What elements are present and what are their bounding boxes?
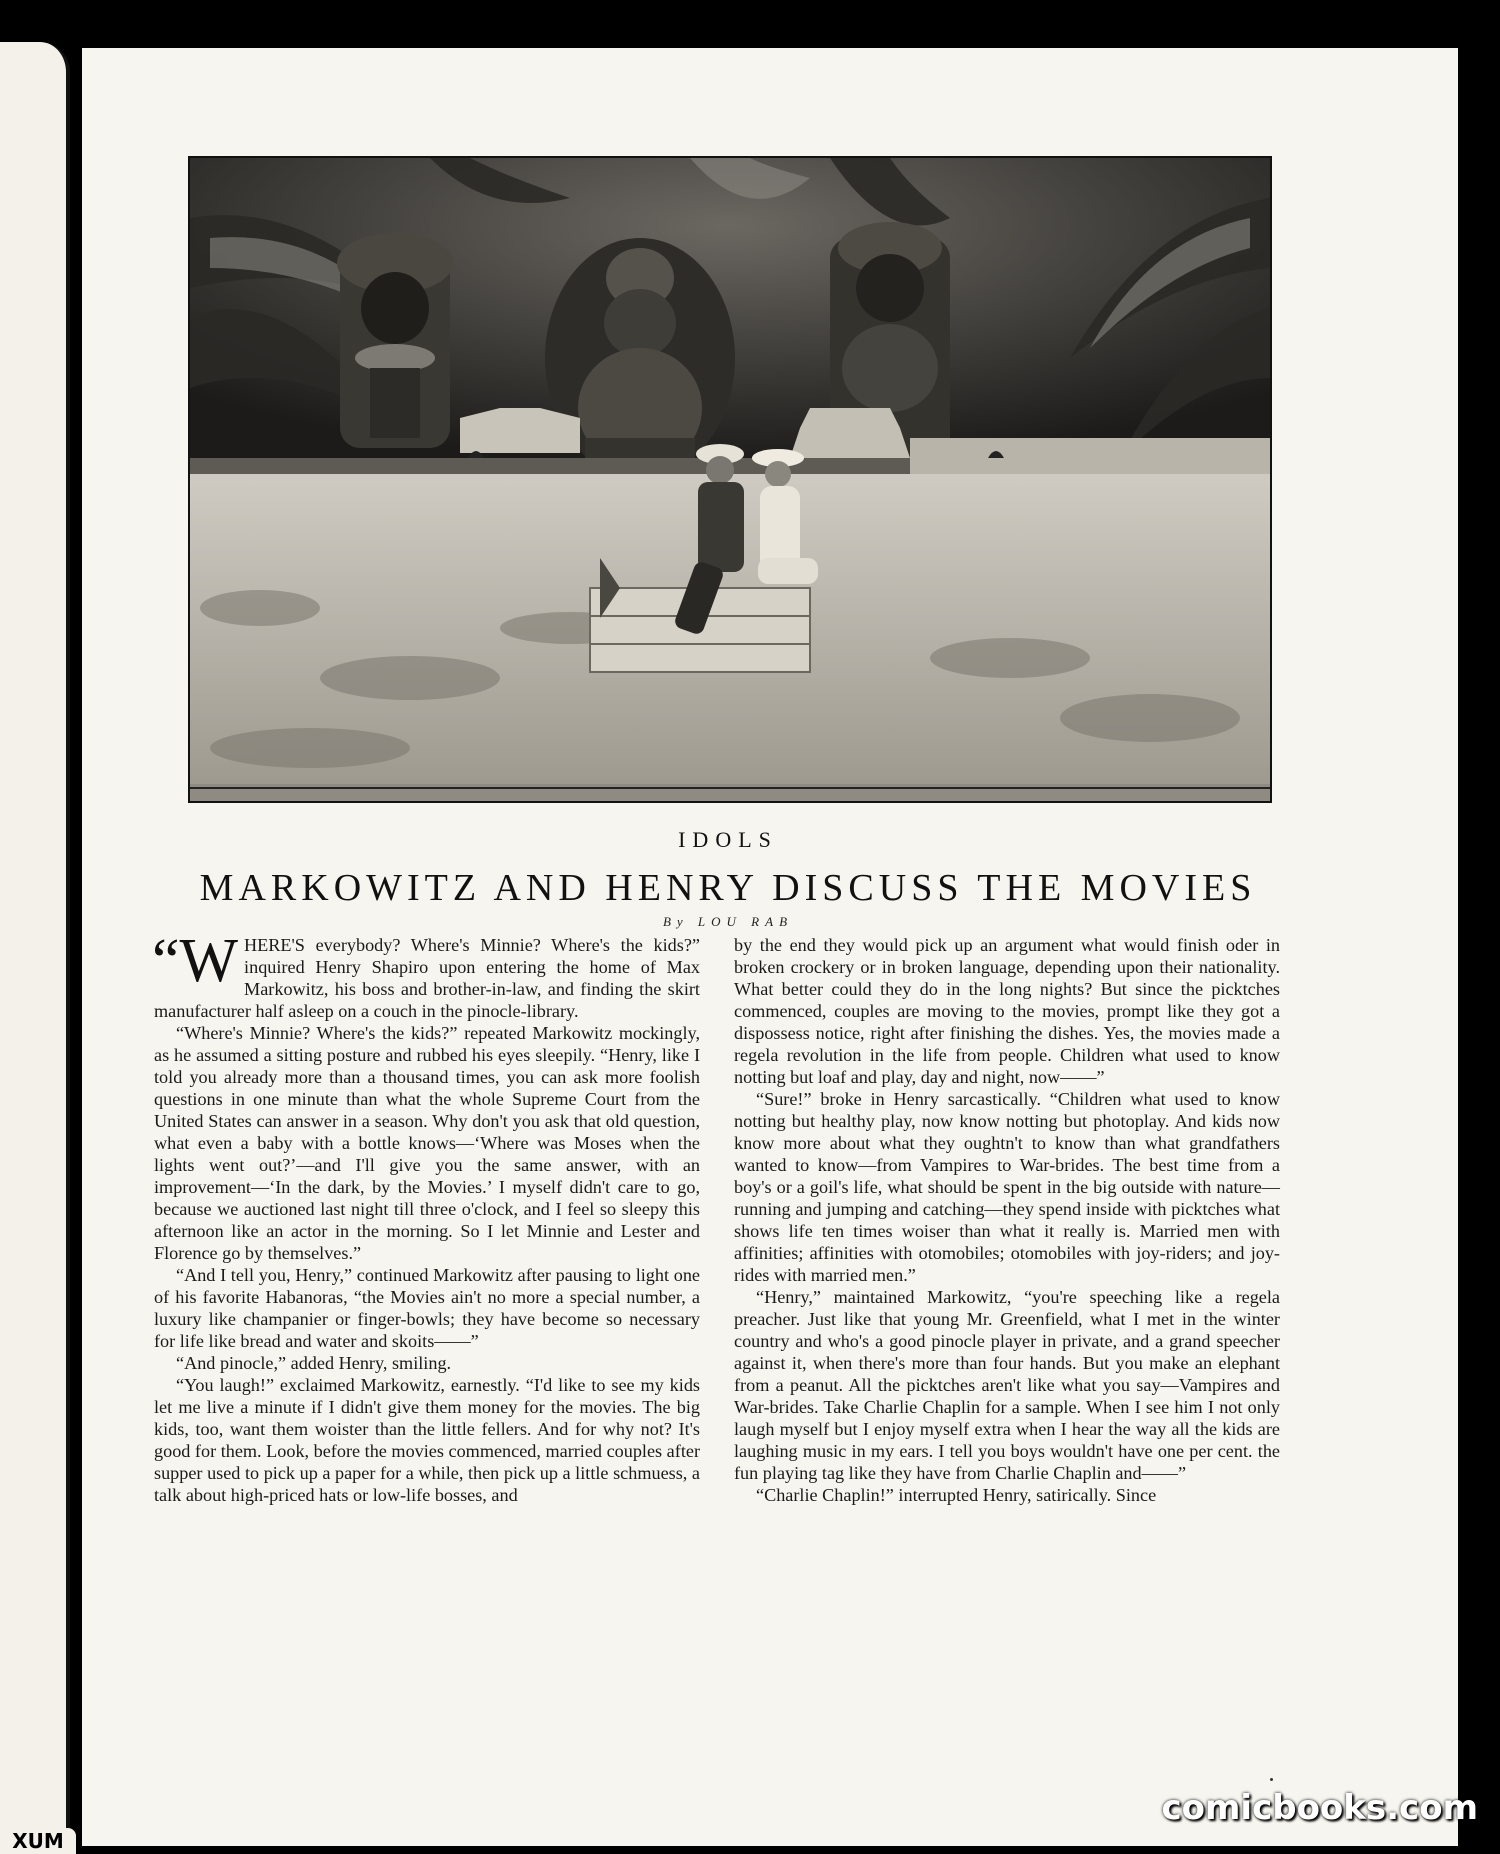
paragraph: “And I tell you, Henry,” continued Markowitz after pausing to light one of his favorite Habanoras, “the Movies ain't no more a special number, a luxury like champanier or finger-bowls; they have become so necessary for life like bread and water and skoits——” — [154, 1265, 700, 1351]
illustration-caption: IDOLS — [678, 827, 778, 852]
paragraph: “Sure!” broke in Henry sarcastically. “Children what used to know notting but healthy play, now know notting but photoplay. And kids now know more about what they oughtn't to know than what grandfathers wanted to know—from Vampires to War-brides. The best time from a boy's or a goil's life, what should be spent in the big outside with nature—running and jumping and catching—they spend inside with picktches what shows life ten times woiser than what it really is. Married men with affinities; affinities with otomobiles; otomobiles with joy-riders; and joy-rides with married men.” — [734, 1089, 1280, 1285]
paragraph: “Henry,” maintained Markowitz, “you're speeching like a regela preacher. Just like that young Mr. Greenfield, what I met in the winter country and who's a good pinocle player in private, and a grand speecher against it, when there's more than four hands. But you make an elephant from a peanut. All the picktches aren't like what you say—Vampires and War-brides. Take Charlie Chaplin for a sample. When I see him I not only laugh myself but I enjoy myself extra when I hear the way all the kids are laughing music in my ears. I tell you boys wouldn't have one per cent. the fun playing tag like they have from Charlie Chaplin and——” — [734, 1287, 1280, 1483]
paragraph: “And pinocle,” added Henry, smiling. — [176, 1353, 452, 1373]
corner-tag: XUM — [0, 1828, 76, 1854]
article-title: MARKOWITZ AND HENRY DISCUSS THE MOVIES — [199, 867, 1257, 909]
opening-paragraph-text: HERE'S everybody? Where's Minnie? Where's the kids?” inquired Henry Shapiro upon entering the home of Max Markowitz, his boss and brother-in-law, and finding the skirt manufacturer half asleep on a couch in the pinocle-library. — [154, 935, 700, 1021]
continued-paragraph: by the end they would pick up an argument what would finish oder in broken crockery or in broken language, depending upon their nationality. What better could they do in the long nights? But since the picktches commenced, couples are moving to the movies, prompt like they got a dispossess notice, right after finishing the dishes. Yes, the movies made a regela revolution in the life from people. Children what used to know notting but loaf and play, day and night, now——” — [734, 935, 1280, 1087]
left-idol — [337, 233, 453, 448]
paragraph: “Charlie Chaplin!” interrupted Henry, satirically. Since — [756, 1485, 1157, 1505]
magazine-page — [82, 48, 1458, 1846]
article-byline: By LOU RAB — [662, 914, 794, 929]
left-column — [152, 927, 700, 1506]
right-column — [734, 934, 1280, 1506]
facing-page-edge — [0, 42, 70, 1832]
opening-paragraph — [152, 927, 700, 1022]
temple-idols-illustration — [188, 156, 1272, 803]
paragraph: “Where's Minnie? Where's the kids?” repeated Markowitz mockingly, as he assumed a sitting posture and rubbed his eyes sleepily. “Henry, like I told you already more than a thousand times, you can ask more foolish questions in one minute than what the whole Supreme Court from the United States can answer in a season. Why don't you ask that old question, what even a baby with a bottle knows—‘Where was Moses when the lights went out?’—and I'll give you the same answer, with an improvement—‘In the dark, by the Movies.’ I myself didn't care to go, because we auctioned last night till three o'clock, and I feel so sleepy this afternoon like an actor in the morning. So I let Minnie and Lester and Florence go by themselves.” — [154, 1023, 700, 1263]
page-speck — [1270, 1778, 1273, 1781]
drop-cap: “W — [152, 927, 239, 995]
paragraph: “You laugh!” exclaimed Markowitz, earnestly. “I'd like to see my kids let me live a minute if I didn't give them money for the movies. The big kids, too, want them woister than the little fellers. And for why not? It's good for them. Look, before the movies commenced, married couples after supper used to pick up a paper for a while, then pick up a little schmuess, a talk about high-priced hats or low-life bosses, and — [154, 1375, 700, 1505]
site-watermark: comicbooks.com — [1161, 1788, 1478, 1828]
